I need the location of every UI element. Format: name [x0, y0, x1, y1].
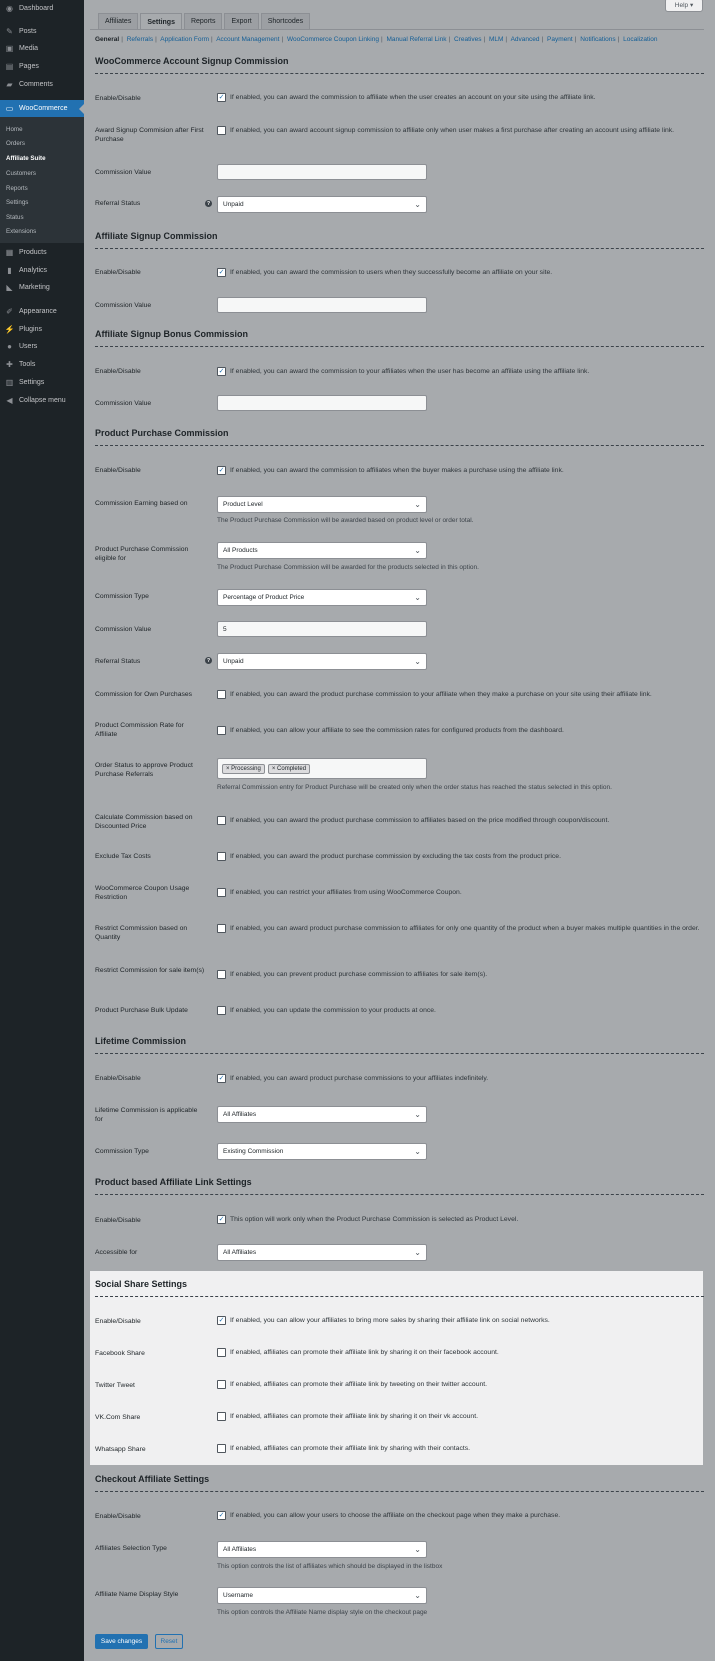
- section-title-signup-bonus: Affiliate Signup Bonus Commission: [95, 329, 249, 339]
- submenu-reports[interactable]: Reports: [6, 184, 28, 192]
- help-button[interactable]: Help ▾: [665, 0, 703, 12]
- menu-marketing[interactable]: ◣ Marketing: [0, 279, 84, 296]
- chevron-down-icon: ⌄: [414, 657, 421, 666]
- commission-type-select[interactable]: Percentage of Product Price ⌄: [217, 589, 427, 606]
- tab-settings[interactable]: Settings: [140, 13, 182, 30]
- help-tip-icon[interactable]: ?: [206, 657, 211, 664]
- plugin-tabs: [98, 13, 312, 30]
- analytics-icon: ▮: [7, 266, 12, 275]
- label-vk-share: VK.Com Share: [95, 1414, 141, 1421]
- settings-icon: ▥: [5, 378, 14, 387]
- chevron-down-icon: ⌄: [414, 1591, 421, 1600]
- selection-type-select[interactable]: All Affiliates ⌄: [217, 1541, 427, 1558]
- section-divider: [95, 346, 704, 347]
- checkout-enable-checkbox[interactable]: [217, 1511, 226, 1520]
- own-purchases-checkbox[interactable]: [217, 690, 226, 699]
- label-enable: Enable/Disable: [95, 368, 141, 375]
- desc: If enabled, you can award the commission to affiliates when the buyer makes a purchase using the affiliate link.: [230, 467, 564, 474]
- checkmark-icon: ✓: [218, 1216, 225, 1223]
- section-divider: [95, 248, 704, 249]
- exclude-tax-checkbox[interactable]: [217, 852, 226, 861]
- label-twitter-tweet: Twitter Tweet: [95, 1382, 135, 1389]
- tag-processing[interactable]: × Processing: [222, 764, 265, 774]
- checkmark-icon: ✓: [218, 1512, 225, 1519]
- menu-products[interactable]: ▦ Products: [5, 248, 47, 257]
- subnav-mlm[interactable]: MLM: [488, 36, 504, 43]
- section-divider: [95, 445, 704, 446]
- brush-icon: ✐: [6, 307, 13, 316]
- label-coupon-restriction: WooCommerce Coupon Usage Restriction: [95, 885, 190, 901]
- chevron-down-icon: ⌄: [414, 593, 421, 602]
- label-restrict-sale: Restrict Commission for sale item(s): [95, 967, 205, 974]
- save-changes-button[interactable]: Save changes: [95, 1634, 148, 1649]
- checkmark-icon: ✓: [218, 467, 225, 474]
- desc: If enabled, affiliates can promote their affiliate link by sharing it on their vk account.: [230, 1413, 478, 1420]
- label-commission-type: Commission Type: [95, 1148, 149, 1155]
- hint: This option controls the list of affiliates which should be displayed in the listbox: [217, 1563, 443, 1570]
- tab-affiliates[interactable]: Affiliates: [98, 13, 138, 29]
- label-enable: Enable/Disable: [95, 1513, 141, 1520]
- label-own-purchases: Commission for Own Purchases: [95, 691, 193, 698]
- comments-icon: ▰: [6, 80, 13, 89]
- section-divider: [95, 1053, 704, 1054]
- desc: If enabled, you can award the commission to affiliate when the user creates an account on your site using the affiliate link.: [230, 94, 596, 101]
- label-earning-based-on: Commission Earning based on: [95, 500, 188, 507]
- desc: If enabled, you can award the product purchase commission to affiliates based on the price modified through coupon/discount.: [230, 817, 610, 824]
- label-commission-value: Commission Value: [95, 302, 152, 309]
- desc: If enabled, you can award account signup commission to affiliate only when user makes a first purchase after creating an account using affiliate link.: [230, 127, 675, 134]
- account-signup-enable-checkbox[interactable]: [217, 93, 226, 102]
- signup-bonus-value-input[interactable]: [217, 395, 427, 411]
- label-name-display: Affiliate Name Display Style: [95, 1591, 179, 1598]
- menu-comments[interactable]: ▰ Comments: [0, 76, 84, 93]
- tag-completed[interactable]: × Completed: [268, 764, 310, 774]
- eligible-for-select[interactable]: All Products ⌄: [217, 542, 427, 559]
- label-enable: Enable/Disable: [95, 95, 141, 102]
- label-referral-status: Referral Status: [95, 200, 141, 207]
- restrict-sale-checkbox[interactable]: [217, 970, 226, 979]
- dashboard-icon: ◉: [6, 4, 13, 13]
- product-referral-status-select[interactable]: Unpaid ⌄: [217, 653, 427, 670]
- desc: If enabled, you can prevent product purchase commission to affiliates for sale item(s).: [230, 971, 488, 978]
- submenu-orders[interactable]: Orders: [6, 139, 25, 147]
- desc: If enabled, you can award the commission to users when they successfully become an affiliate on your site.: [230, 269, 553, 276]
- collapse-icon: ◀: [6, 396, 13, 405]
- menu-woocommerce[interactable]: ▭ WooCommerce: [0, 100, 84, 117]
- checkmark-icon: ✓: [218, 368, 225, 375]
- section-divider: [95, 1296, 704, 1297]
- submenu-home[interactable]: Home: [6, 125, 23, 133]
- submenu-affiliate-suite[interactable]: Affiliate Suite: [6, 154, 46, 162]
- label-enable: Enable/Disable: [95, 269, 141, 276]
- chevron-down-icon: ⌄: [414, 200, 421, 209]
- section-title-checkout: Checkout Affiliate Settings: [95, 1474, 210, 1484]
- label-lifetime-applicable: Lifetime Commission is applicable for: [95, 1107, 198, 1123]
- section-title-product-purchase: Product Purchase Commission: [95, 428, 229, 438]
- media-icon: ▣: [5, 44, 14, 53]
- desc: If enabled, you can allow your users to choose the affiliate on the checkout page when they make a purchase.: [230, 1512, 561, 1519]
- plugin-icon: ⚡: [4, 325, 15, 334]
- settings-subnav: General | Referrals | Application Form | Account Management | WooCommerce Coupon Linking | Manual Referral Link | Creatives | MLM | Advanced | Payment | Notifications | Localization: [95, 36, 658, 43]
- label-commission-value: Commission Value: [95, 400, 152, 407]
- checkmark-icon: ✓: [218, 1317, 225, 1324]
- label-enable: Enable/Disable: [95, 1318, 141, 1325]
- section-title-social-share: Social Share Settings: [95, 1279, 188, 1289]
- discounted-price-checkbox[interactable]: [217, 816, 226, 825]
- coupon-restriction-checkbox[interactable]: [217, 888, 226, 897]
- subnav-referrals[interactable]: Referrals: [126, 36, 154, 43]
- chevron-down-icon: ⌄: [414, 500, 421, 509]
- subnav-payment[interactable]: Payment: [547, 36, 573, 43]
- label-restrict-quantity: Restrict Commission based on Quantity: [95, 925, 188, 941]
- lifetime-applicable-select[interactable]: All Affiliates ⌄: [217, 1106, 427, 1123]
- menu-media[interactable]: ▣ Media: [5, 44, 39, 53]
- restrict-quantity-checkbox[interactable]: [217, 924, 226, 933]
- subnav-general[interactable]: General: [95, 36, 120, 43]
- checkmark-icon: ✓: [218, 1075, 225, 1082]
- affiliate-signup-enable-checkbox[interactable]: [217, 268, 226, 277]
- section-divider: [95, 73, 704, 74]
- chevron-down-icon: ⌄: [414, 1147, 421, 1156]
- subnav-coupon-linking[interactable]: WooCommerce Coupon Linking: [286, 36, 379, 43]
- label-accessible-for: Accessible for: [95, 1249, 138, 1256]
- menu-appearance[interactable]: ✐ Appearance: [0, 303, 84, 320]
- desc: If enabled, you can update the commission to your products at once.: [230, 1007, 436, 1014]
- menu-plugins[interactable]: ⚡ Plugins: [4, 325, 42, 334]
- menu-pages[interactable]: ▤ Pages: [5, 62, 39, 71]
- subnav-account-management[interactable]: Account Management: [216, 36, 280, 43]
- commission-rate-checkbox[interactable]: [217, 726, 226, 735]
- award-after-purchase-checkbox[interactable]: [217, 126, 226, 135]
- desc: If enabled, you can award the product purchase commission to your affiliate when they make a purchase on your site using their affiliate link.: [230, 691, 652, 698]
- subnav-application-form[interactable]: Application Form: [160, 36, 210, 43]
- chevron-down-icon: ⌄: [414, 1545, 421, 1554]
- desc: If enabled, you can allow your affiliate to see the commission rates for configured products from the dashboard.: [230, 727, 564, 734]
- desc: If enabled, affiliates can promote their affiliate link by sharing with their contacts.: [230, 1445, 471, 1452]
- section-title-affiliate-signup: Affiliate Signup Commission: [95, 231, 218, 241]
- menu-posts[interactable]: ✎ Posts: [0, 23, 84, 40]
- pages-icon: ▤: [5, 62, 14, 71]
- collapse-menu[interactable]: ◀ Collapse menu: [0, 392, 84, 409]
- chevron-down-icon: ⌄: [414, 1110, 421, 1119]
- product-commission-value-input[interactable]: 5: [217, 621, 427, 637]
- whatsapp-share-checkbox[interactable]: [217, 1444, 226, 1453]
- menu-tools[interactable]: ✚ Tools: [0, 356, 84, 373]
- label-commission-rate: Product Commission Rate for Affiliate: [95, 722, 184, 738]
- submenu-status[interactable]: Status: [6, 213, 24, 221]
- menu-settings[interactable]: ▥ Settings: [5, 378, 45, 387]
- desc: If enabled, you can award product purchase commission to affiliates for only one quantity of the product when a buyer makes multiple quantities in the order.: [230, 925, 700, 932]
- checkmark-icon: ✓: [218, 269, 225, 276]
- facebook-share-checkbox[interactable]: [217, 1348, 226, 1357]
- label-commission-value: Commission Value: [95, 169, 152, 176]
- desc: If enabled, affiliates can promote their affiliate link by tweeting on their twitter account.: [230, 1381, 488, 1388]
- help-tip-icon[interactable]: ?: [206, 200, 211, 207]
- signup-bonus-enable-checkbox[interactable]: [217, 367, 226, 376]
- section-divider: [95, 1194, 704, 1195]
- label-order-status: Order Status to approve Product Purchase Referrals: [95, 762, 193, 778]
- desc: If enabled, you can restrict your affiliates from using WooCommerce Coupon.: [230, 889, 462, 896]
- label-award-after-purchase: Award Signup Commision after First Purchase: [95, 127, 204, 143]
- label-facebook-share: Facebook Share: [95, 1350, 145, 1357]
- social-share-enable-checkbox[interactable]: [217, 1316, 226, 1325]
- submenu-extensions[interactable]: Extensions: [6, 227, 37, 235]
- tab-reports[interactable]: Reports: [184, 13, 223, 29]
- label-eligible-for: Product Purchase Commission eligible for: [95, 546, 189, 562]
- label-commission-value: Commission Value: [95, 626, 152, 633]
- product-purchase-enable-checkbox[interactable]: [217, 466, 226, 475]
- products-icon: ▦: [5, 248, 14, 257]
- lifetime-commission-type-select[interactable]: Existing Commission ⌄: [217, 1143, 427, 1160]
- section-divider: [95, 1491, 704, 1492]
- twitter-tweet-checkbox[interactable]: [217, 1380, 226, 1389]
- hint: Referral Commission entry for Product Purchase will be created only when the order status has reached the status selected in this option.: [217, 784, 612, 791]
- section-title-account-signup: WooCommerce Account Signup Commission: [95, 56, 289, 66]
- order-status-multiselect[interactable]: [217, 758, 427, 779]
- label-bulk-update: Product Purchase Bulk Update: [95, 1007, 188, 1014]
- pin-icon: ✎: [6, 27, 13, 36]
- section-title-product-link: Product based Affiliate Link Settings: [95, 1177, 252, 1187]
- label-selection-type: Affiliates Selection Type: [95, 1545, 167, 1552]
- help-caret-icon: ▾: [689, 2, 694, 9]
- accessible-for-select[interactable]: All Affiliates ⌄: [217, 1244, 427, 1261]
- name-display-select[interactable]: Username ⌄: [217, 1587, 427, 1604]
- label-enable: Enable/Disable: [95, 1217, 141, 1224]
- desc: If enabled, you can allow your affiliates to bring more sales by sharing their affiliate link on social networks.: [230, 1317, 550, 1324]
- account-signup-status-select[interactable]: Unpaid ⌄: [217, 196, 427, 213]
- subnav-localization[interactable]: Localization: [623, 36, 658, 43]
- submenu-customers[interactable]: Customers: [6, 169, 36, 177]
- hint: The Product Purchase Commission will be awarded based on product level or order total.: [217, 517, 474, 524]
- menu-analytics[interactable]: ▮ Analytics: [0, 262, 84, 279]
- desc: If enabled, you can award the product purchase commission by excluding the tax costs from the product price.: [230, 853, 561, 860]
- label-whatsapp-share: Whatsapp Share: [95, 1446, 146, 1453]
- admin-sidebar: [0, 0, 84, 1661]
- chevron-down-icon: ⌄: [414, 546, 421, 555]
- affiliate-signup-value-input[interactable]: [217, 297, 427, 313]
- label-commission-type: Commission Type: [95, 593, 149, 600]
- lifetime-enable-checkbox[interactable]: [217, 1074, 226, 1083]
- desc: This option will work only when the Product Purchase Commission is selected as Product Level.: [230, 1216, 519, 1223]
- hint: The Product Purchase Commission will be awarded for the products selected in this option.: [217, 564, 479, 571]
- subnav-notifications[interactable]: Notifications: [580, 36, 616, 43]
- desc: If enabled, you can award the commission to your affiliates when the user has become an affiliate using the affiliate link.: [230, 368, 590, 375]
- desc: If enabled, affiliates can promote their affiliate link by sharing it on their facebook account.: [230, 1349, 499, 1356]
- bulk-update-checkbox[interactable]: [217, 1006, 226, 1015]
- desc: If enabled, you can award product purchase commissions to your affiliates indefinitely.: [230, 1075, 489, 1082]
- subnav-manual-referral-link[interactable]: Manual Referral Link: [386, 36, 447, 43]
- earning-based-on-select[interactable]: Product Level ⌄: [217, 496, 427, 513]
- tab-divider: [90, 29, 704, 30]
- label-referral-status: Referral Status: [95, 658, 141, 665]
- account-signup-value-input[interactable]: [217, 164, 427, 180]
- social-share-highlight: [90, 1271, 703, 1465]
- label-exclude-tax: Exclude Tax Costs: [95, 853, 151, 860]
- submenu-settings[interactable]: Settings: [6, 198, 29, 206]
- product-link-enable-checkbox[interactable]: [217, 1215, 226, 1224]
- subnav-creatives[interactable]: Creatives: [453, 36, 482, 43]
- reset-button[interactable]: Reset: [155, 1634, 183, 1649]
- current-menu-arrow: [79, 104, 84, 114]
- label-enable: Enable/Disable: [95, 467, 141, 474]
- vk-share-checkbox[interactable]: [217, 1412, 226, 1421]
- menu-dashboard[interactable]: ◉ Dashboard: [6, 4, 54, 13]
- chevron-down-icon: ⌄: [414, 1248, 421, 1257]
- hint: This option controls the Affiliate Name display style on the checkout page: [217, 1609, 428, 1616]
- tab-shortcodes[interactable]: Shortcodes: [261, 13, 310, 29]
- users-icon: ●: [7, 342, 12, 351]
- woocommerce-icon: ▭: [5, 104, 14, 113]
- menu-users[interactable]: ● Users: [0, 338, 84, 355]
- section-title-lifetime: Lifetime Commission: [95, 1036, 187, 1046]
- label-discounted-price: Calculate Commission based on Discounted Price: [95, 814, 193, 830]
- subnav-advanced[interactable]: Advanced: [510, 36, 540, 43]
- wrench-icon: ✚: [6, 360, 13, 369]
- label-enable: Enable/Disable: [95, 1075, 141, 1082]
- checkmark-icon: ✓: [218, 94, 225, 101]
- megaphone-icon: ◣: [6, 283, 13, 292]
- tab-export[interactable]: Export: [224, 13, 258, 29]
